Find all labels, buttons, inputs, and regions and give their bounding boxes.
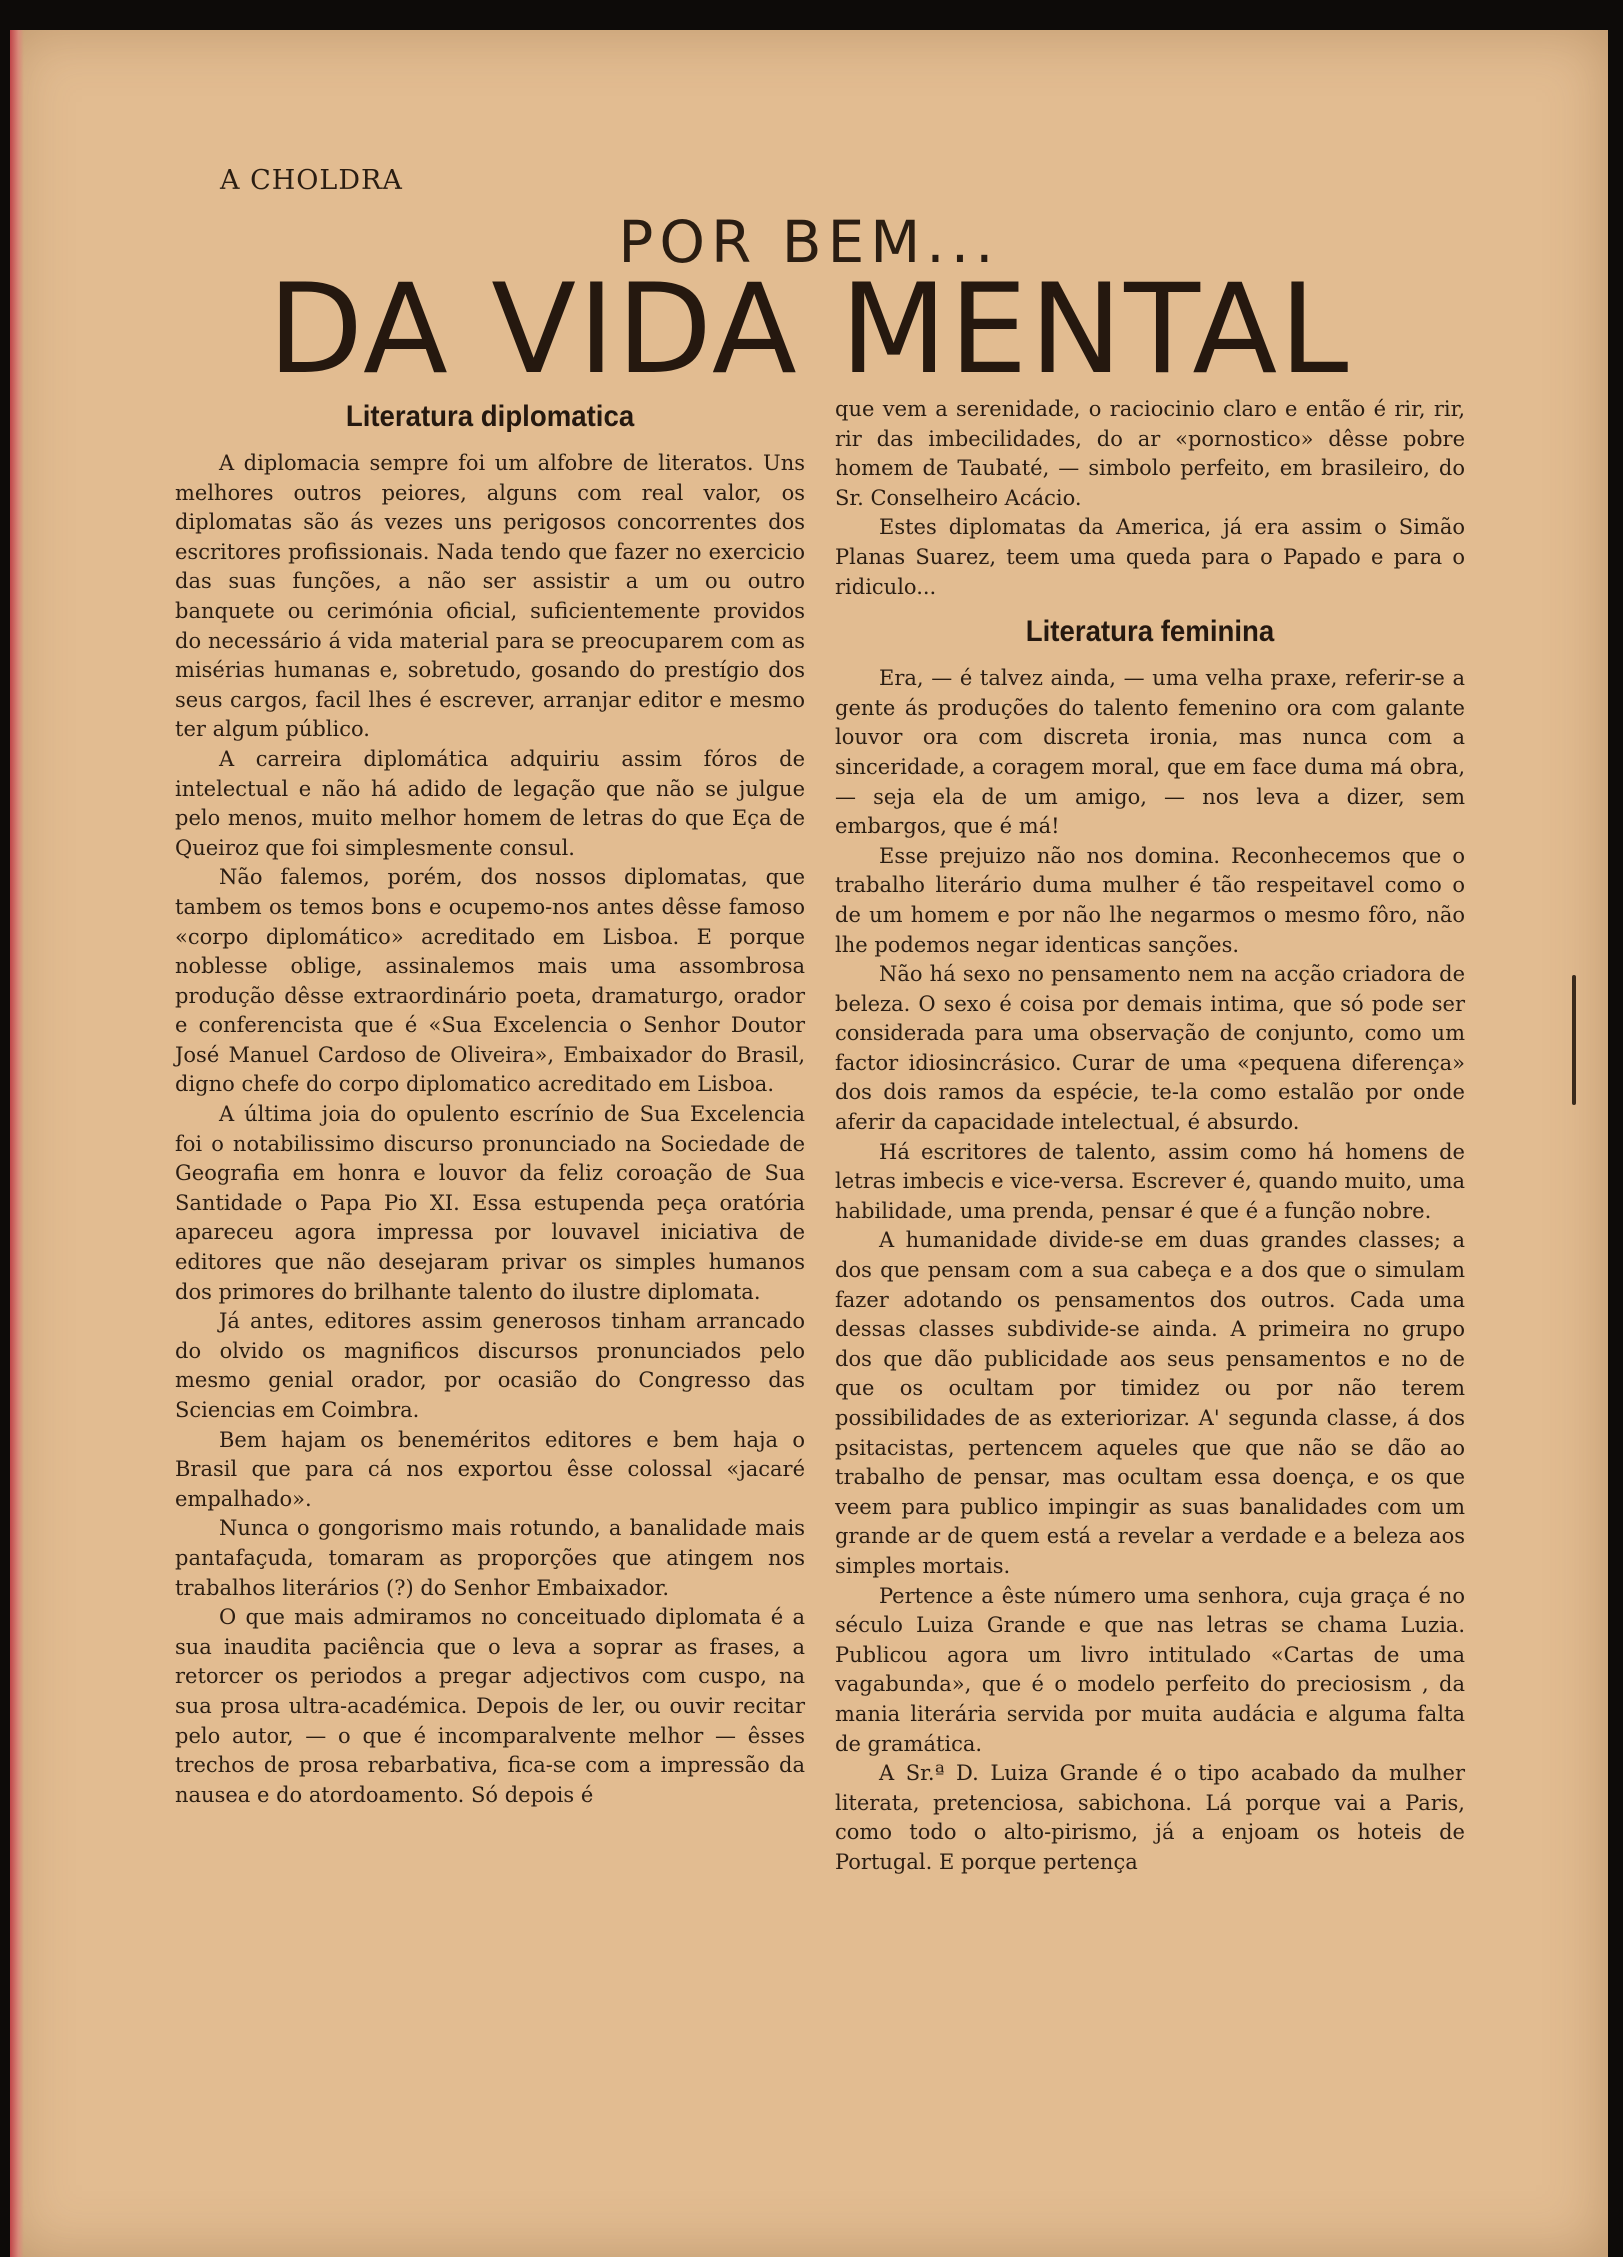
section-heading-diplomatica: Literatura diplomatica [345, 400, 635, 433]
paragraph: Esse prejuizo não nos domina. Reconhecemos que o trabalho literário duma mulher é tão respeitavel como o de um homem e por não lhe negarmos o mesmo fôro, não lhe podemos negar identicas sanções. [835, 843, 1465, 957]
left-column [175, 395, 805, 1810]
paragraph: A última joia do opulento escrínio de Sua Excelencia foi o notabilissimo discurso pronunciado na Sociedade de Geografia em honra e louvor da feliz coroação de Sua Santidade o Papa Pio XI. Essa estupenda peça oratória apareceu agora impressa por louvavel iniciativa de editores que não desejaram privar os simples humanos dos primores do brilhante talento do ilustre diplomata. [175, 1102, 805, 1304]
paragraph: A carreira diplomática adquiriu assim fóros de intelectual e não há adido de legação que não se julgue pelo menos, muito melhor homem de letras do que Eça de Queiroz que foi simplesmente consul. [175, 746, 805, 860]
paragraph: A humanidade divide-se em duas grandes classes; a dos que pensam com a sua cabeça e a dos que o simulam fazer adotando os pensamentos dos outros. Cada uma dessas classes subdivide-se ainda. A primeira no grupo dos que dão publicidade aos seus pensamentos e no de que os ocultam por timidez ou por não terem possibilidades de as exteriorizar. A' segunda classe, á dos psitacistas, pertencem aqueles que que não se dão ao trabalho de pensar, mas ocultam essa doença, e os que veem para publico impingir as suas banalidades com um grande ar de quem está a revelar a verdade e a beleza aos simples mortais. [835, 1228, 1465, 1578]
paragraph: A Sr.ª D. Luiza Grande é o tipo acabado da mulher literata, pretenciosa, sabichona. Lá porque vai a Paris, como todo o alto-pirismo, já a enjoam os hoteis de Portugal. E porque pertença [835, 1761, 1465, 1874]
right-column [835, 395, 1465, 1878]
paragraph: Era, — é talvez ainda, — uma velha praxe, referir-se a gente ás produções do talento femenino ora com galante louvor ora com discreta ironia, mas nunca com a sinceridade, a coragem moral, que em face duma má obra, — seja ela de um amigo, — nos leva a dizer, sem embargos, que é má! [835, 666, 1465, 839]
paragraph: Estes diplomatas da America, já era assim o Simão Planas Suarez, teem uma queda para o Papado e para o ridiculo... [835, 515, 1465, 599]
paragraph: Bem hajam os beneméritos editores e bem haja o Brasil que para cá nos exportou êsse colossal «jacaré empalhado». [175, 1427, 805, 1511]
newspaper-page [10, 30, 1608, 2257]
article-subtitle: POR BEM... [618, 208, 1000, 276]
section-heading-feminina: Literatura feminina [1025, 615, 1275, 649]
margin-mark [1572, 975, 1576, 1105]
paragraph: Nunca o gongorismo mais rotundo, a banalidade mais pantafaçuda, tomaram as proporções que atingem nos trabalhos literários (?) do Senhor Embaixador. [175, 1516, 805, 1600]
paragraph: que vem a serenidade, o raciocinio claro e então é rir, rir, rir das imbecilidades, do ar «pornostico» dêsse pobre homem de Taubaté, — simbolo perfeito, em brasileiro, do Sr. Conselheiro Acácio. [835, 397, 1465, 510]
paragraph: Não há sexo no pensamento nem na acção criadora de beleza. O sexo é coisa por demais intima, que só pode ser considerada para uma observação de conjunto, como um factor idiosincrásico. Curar de uma «pequena diferença» dos dois ramos da espécie, te-la como estalão por onde aferir da capacidade intelectual, é absurdo. [835, 962, 1465, 1135]
running-header: A CHOLDRA [220, 165, 403, 196]
paragraph: Já antes, editores assim generosos tinham arrancado do olvido os magnificos discursos pronunciados pelo mesmo genial orador, por ocasião do Congresso das Sciencias em Coimbra. [175, 1309, 805, 1422]
paragraph: Há escritores de talento, assim como há homens de letras imbecis e vice-versa. Escrever é, quando muito, uma habilidade, uma prenda, pensar é que é a função nobre. [835, 1139, 1465, 1223]
article-title: DA VIDA MENTAL [267, 258, 1351, 402]
paragraph: A diplomacia sempre foi um alfobre de literatos. Uns melhores outros peiores, alguns com real valor, os diplomatas são ás vezes uns perigosos concorrentes dos escritores profissionais. Nada tendo que fazer no exercicio das suas funções, a não ser assistir a um ou outro banquete ou cerimónia oficial, suficientemente providos do necessário á vida material para se preocuparem com as misérias humanas e, sobretudo, gosando do prestígio dos seus cargos, facil lhes é escrever, arranjar editor e mesmo ter algum público. [175, 451, 805, 742]
paragraph: Não falemos, porém, dos nossos diplomatas, que tambem os temos bons e ocupemo-nos antes dêsse famoso «corpo diplomático» acreditado em Lisboa. E porque noblesse oblige, assinalemos mais uma assombrosa produção dêsse extraordinário poeta, dramaturgo, orador e conferencista que é «Sua Excelencia o Senhor Doutor José Manuel Cardoso de Oliveira», Embaixador do Brasil, digno chefe do corpo diplomatico acreditado em Lisboa. [175, 865, 805, 1097]
paragraph: Pertence a êste número uma senhora, cuja graça é no século Luiza Grande e que nas letras se chama Luzia. Publicou agora um livro intitulado «Cartas de uma vagabunda», que é o modelo perfeito do preciosism , da mania literária servida por muita audácia e alguma falta de gramática. [835, 1583, 1465, 1756]
paragraph: O que mais admiramos no conceituado diplomata é a sua inaudita paciência que o leva a soprar as frases, a retorcer os periodos a pregar adjectivos com cuspo, na sua prosa ultra-académica. Depois de ler, ou ouvir recitar pelo autor, — o que é incomparalvente melhor — êsses trechos de prosa rebarbativa, fica-se com a impressão da nausea e do atordoamento. Só depois é [175, 1605, 805, 1807]
